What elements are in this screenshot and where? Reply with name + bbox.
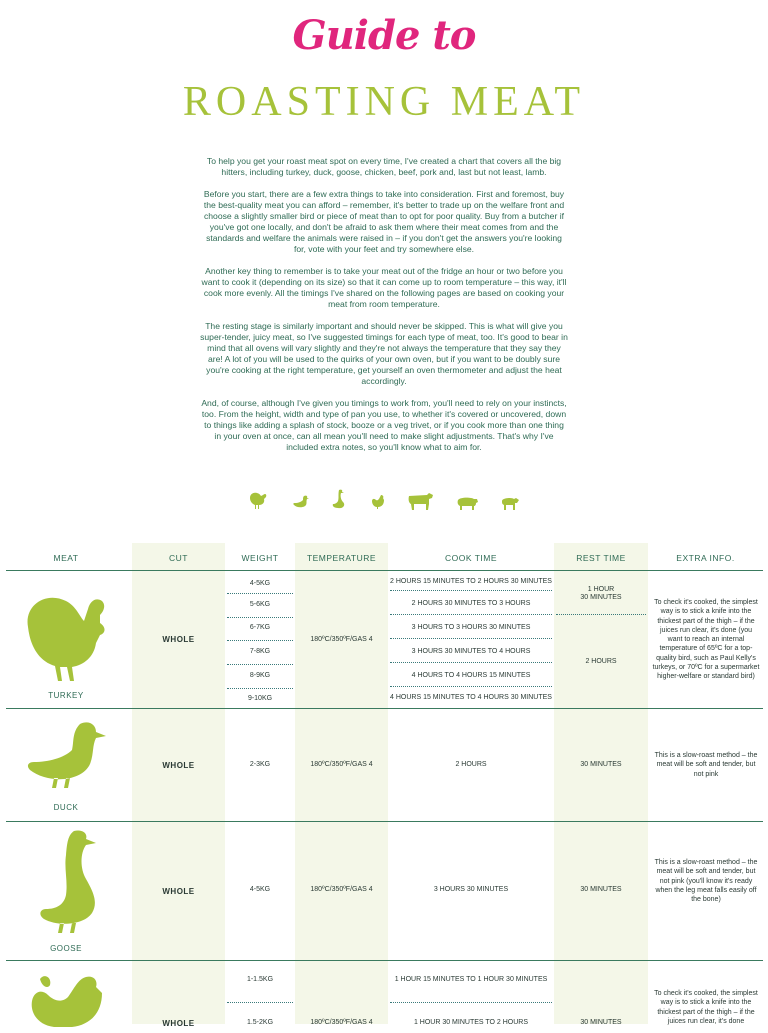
row-divider <box>6 570 763 571</box>
goose-icon <box>331 489 349 511</box>
cut-chicken: WHOLE <box>162 1019 195 1028</box>
sheep-icon <box>500 495 520 511</box>
cut-column-bg <box>132 543 225 1024</box>
cook-time-cell: 3 HOURS TO 3 HOURS 30 MINUTES <box>411 624 531 631</box>
goose-icon <box>34 829 106 935</box>
cut-duck: WHOLE <box>162 761 195 770</box>
weight-goose: 4-5KG <box>249 886 271 893</box>
cook-time-cell: 1 HOUR 15 MINUTES TO 1 HOUR 30 MINUTES <box>394 976 548 983</box>
header-extra-info: EXTRA INFO. <box>676 553 735 563</box>
dotted-divider <box>227 1002 293 1003</box>
duck-icon <box>292 494 310 510</box>
weight-cell: 7-8KG <box>249 648 271 655</box>
dotted-divider <box>227 664 293 665</box>
meat-name-duck: DUCK <box>53 803 79 812</box>
weight-cell: 1.5-2KG <box>246 1019 274 1026</box>
turkey-icon <box>248 490 270 510</box>
header-meat: MEAT <box>53 553 79 563</box>
weight-cell: 8-9KG <box>249 672 271 679</box>
extra-info-turkey: To check it's cooked, the simplest way is to stick a knife into the thickest part of the thigh – if the juices run clear, it's done (you want to reach an internal temperature of 65ºC for a top-quality bird, such as Paul Kelly's turkeys, or 70ºC for a supermarket higher-welfare or standard bird) <box>652 599 760 681</box>
extra-info-chicken: To check it's cooked, the simplest way is to stick a knife into the thickest part of the thigh – if the juices run clear, it's done <box>654 990 758 1025</box>
row-divider <box>6 708 763 709</box>
dotted-divider <box>227 640 293 641</box>
intro-paragraph: Another key thing to remember is to take your meat out of the fridge an hour or two before you want to cook it (depending on its size) so that it can come up to room temperature – this way, it'll cook more evenly. All the timings I've shared on the following pages are based on cooking your meat from room temperature. <box>201 266 567 309</box>
rest-time-duck: 30 MINUTES <box>580 761 622 768</box>
cook-time-cell: 2 HOURS 15 MINUTES TO 2 HOURS 30 MINUTES <box>390 578 552 585</box>
cook-time-goose: 3 HOURS 30 MINUTES <box>433 886 509 893</box>
cut-goose: WHOLE <box>162 887 195 896</box>
cook-time-duck: 2 HOURS <box>455 761 487 768</box>
temperature-column-bg <box>295 543 388 1024</box>
temperature-goose: 180ºC/350ºF/GAS 4 <box>310 886 373 893</box>
dotted-divider <box>227 617 293 618</box>
guide-script-title: Guide to <box>292 12 476 59</box>
meat-name-turkey: TURKEY <box>48 691 84 700</box>
rest-time-column-bg <box>554 543 648 1024</box>
intro-paragraph: To help you get your roast meat spot on every time, I've created a chart that covers all the big hitters, including turkey, duck, goose, chicken, beef, pork and, last but not least, lamb. <box>206 156 562 177</box>
dotted-divider <box>390 686 552 687</box>
dotted-divider <box>390 662 552 663</box>
intro-text <box>200 156 568 464</box>
dotted-divider <box>390 614 552 615</box>
header-cook-time: COOK TIME <box>444 553 498 563</box>
cook-time-cell: 4 HOURS TO 4 HOURS 15 MINUTES <box>411 672 531 679</box>
temperature-duck: 180ºC/350ºF/GAS 4 <box>310 761 373 768</box>
weight-duck: 2-3KG <box>249 761 271 768</box>
rest-time-turkey: 30 MINUTES <box>580 594 622 601</box>
turkey-icon <box>18 587 114 683</box>
weight-cell: 4-5KG <box>249 580 271 587</box>
extra-info-duck: This is a slow-roast method – the meat will be soft and tender, but not pink <box>654 752 758 778</box>
dotted-divider <box>390 590 552 591</box>
weight-cell: 1-1.5KG <box>246 976 274 983</box>
dotted-divider <box>390 1002 552 1003</box>
animal-icon-row <box>0 488 768 514</box>
rest-time-goose: 30 MINUTES <box>580 886 622 893</box>
rest-time-turkey: 2 HOURS <box>585 658 617 665</box>
cook-time-cell: 1 HOUR 30 MINUTES TO 2 HOURS <box>413 1019 529 1026</box>
weight-cell: 5-6KG <box>249 601 271 608</box>
row-divider <box>6 821 763 822</box>
header-weight: WEIGHT <box>241 553 279 563</box>
temperature-chicken: 180ºC/350ºF/GAS 4 <box>310 1019 373 1026</box>
weight-cell: 6-7KG <box>249 624 271 631</box>
cow-icon <box>407 491 434 511</box>
cook-time-cell: 2 HOURS 30 MINUTES TO 3 HOURS <box>411 600 531 607</box>
extra-info-goose: This is a slow-roast method – the meat will be soft and tender, but not pink (you'll know it's ready when the leg meat falls easily off the bone) <box>654 859 758 904</box>
header-rest-time: REST TIME <box>576 553 626 563</box>
rest-time-turkey: 1 HOUR <box>587 586 615 593</box>
cook-time-cell: 3 HOURS 30 MINUTES TO 4 HOURS <box>411 648 531 655</box>
pig-icon <box>455 495 479 511</box>
dotted-divider <box>227 593 293 594</box>
rest-time-chicken: 30 MINUTES <box>580 1019 622 1026</box>
weight-cell: 9-10KG <box>247 695 273 702</box>
duck-icon <box>24 720 108 790</box>
chicken-icon <box>371 494 385 510</box>
cook-time-cell: 4 HOURS 15 MINUTES TO 4 HOURS 30 MINUTES <box>390 694 552 701</box>
roasting-table <box>6 543 763 1028</box>
header-cut: CUT <box>169 553 188 563</box>
temperature-turkey: 180ºC/350ºF/GAS 4 <box>310 636 373 643</box>
header-temperature: TEMPERATURE <box>306 553 377 563</box>
meat-name-goose: GOOSE <box>50 944 82 953</box>
dotted-divider <box>390 638 552 639</box>
dotted-divider <box>227 688 293 689</box>
row-divider <box>6 960 763 961</box>
chicken-icon <box>28 973 104 1033</box>
intro-paragraph: The resting stage is similarly important and should never be skipped. This is what will give you super-tender, juicy meat, so I've suggested timings for each type of meat, too. It's good to bear in mind that all ovens will vary slightly and they're not always the temperature that they say they are! A lot of you will be used to the quirks of your own oven, but if you want to be doubly sure you're cooking at the right temperature, get yourself an oven thermometer and adjust the heat accordingly. <box>200 321 568 386</box>
cut-turkey: WHOLE <box>162 635 195 644</box>
intro-paragraph: And, of course, although I've given you timings to work from, you'll need to rely on your instincts, too. From the height, width and type of pan you use, to whether it's covered or uncovered, down to things like adding a splash of stock, booze or a veg trivet, or if you cook more than one thing in your oven at once, can all mean you'll need to make slight adjustments. That's why I've included extra notes, so you'll know what to aim for. <box>201 398 567 452</box>
page-title: ROASTING MEAT <box>182 79 586 125</box>
intro-paragraph: Before you start, there are a few extra things to take into consideration. First and foremost, buy the best-quality meat you can afford – remember, it's better to trade up on the welfare front and choose a slightly smaller bird or piece of meat than to opt for poor quality. Buy from a butcher if you've got one locally, and don't be afraid to ask them where their meat comes from and the standards and welfare the animals were raised in – if you don't get the answers you're looking for, vote with your feet and try somewhere else. <box>203 189 565 254</box>
dotted-divider <box>556 614 646 615</box>
